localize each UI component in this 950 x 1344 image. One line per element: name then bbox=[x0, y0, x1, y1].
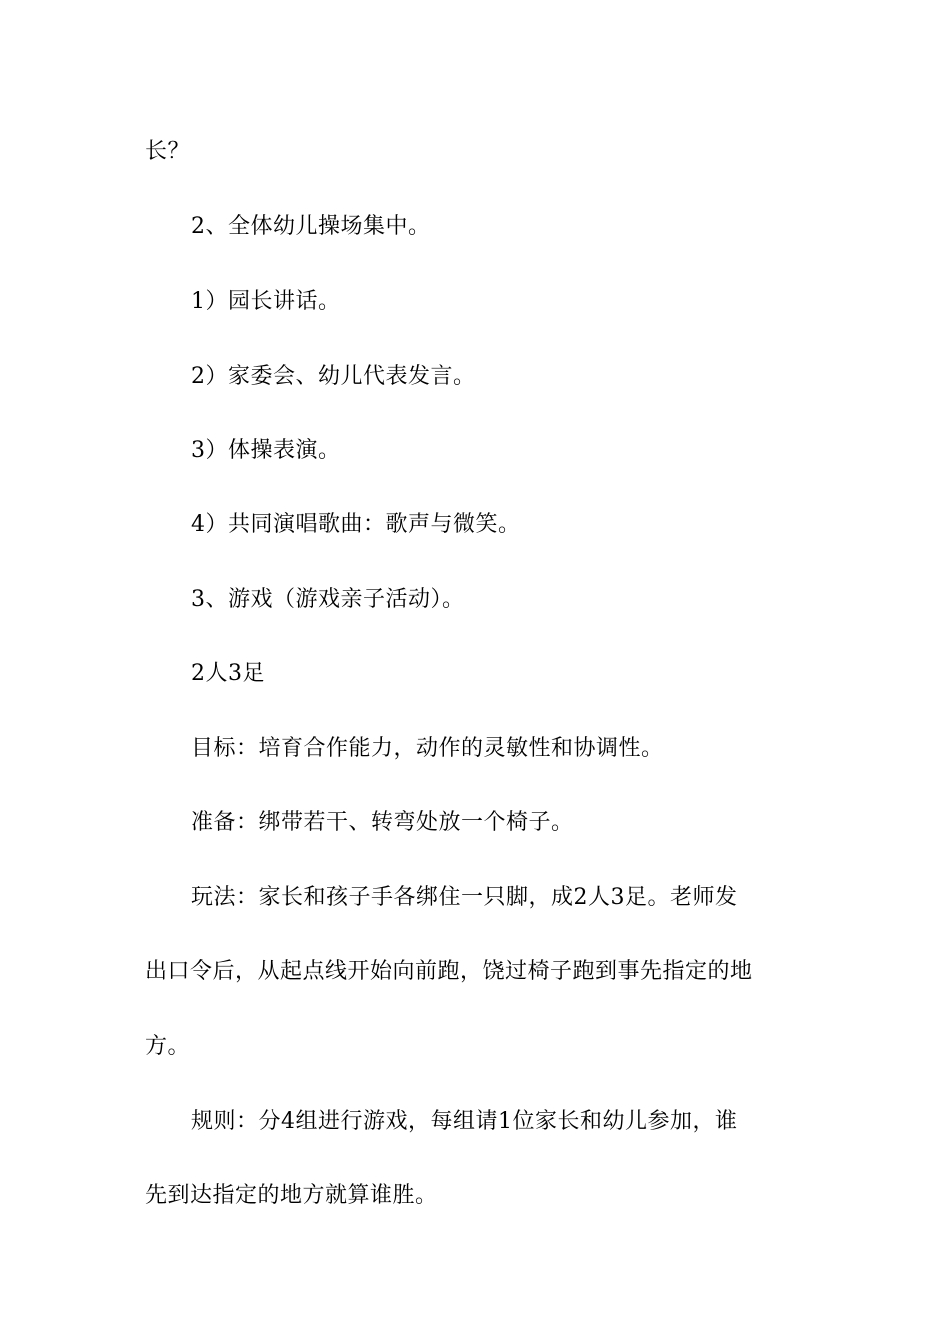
game-preparation: 准备：绑带若干、转弯处放一个椅子。 bbox=[191, 810, 574, 835]
list-item-song: 4）共同演唱歌曲：歌声与微笑。 bbox=[191, 512, 521, 537]
list-item-gymnastics: 3）体操表演。 bbox=[191, 438, 341, 463]
game-rules-line-2: 出口令后，从起点线开始向前跑，饶过椅子跑到事先指定的地 bbox=[145, 959, 753, 984]
game-regulation-line-1: 规则：分4组进行游戏，每组请1位家长和幼儿参加，谁 bbox=[191, 1109, 738, 1134]
paragraph-continuation: 长？ bbox=[145, 139, 191, 164]
section-heading-games: 3、游戏（游戏亲子活动）。 bbox=[191, 587, 465, 612]
section-heading-assembly: 2、全体幼儿操场集中。 bbox=[191, 214, 431, 239]
game-rules-line-3: 方。 bbox=[145, 1034, 191, 1059]
game-rules-line-1: 玩法：家长和孩子手各绑住一只脚，成2人3足。老师发 bbox=[191, 885, 738, 910]
game-title: 2人3足 bbox=[191, 661, 265, 686]
list-item-committee-speech: 2）家委会、幼儿代表发言。 bbox=[191, 364, 476, 389]
game-goal: 目标：培育合作能力，动作的灵敏性和协调性。 bbox=[191, 736, 664, 761]
game-regulation-line-2: 先到达指定的地方就算谁胜。 bbox=[145, 1183, 438, 1208]
list-item-principal-speech: 1）园长讲话。 bbox=[191, 289, 341, 314]
